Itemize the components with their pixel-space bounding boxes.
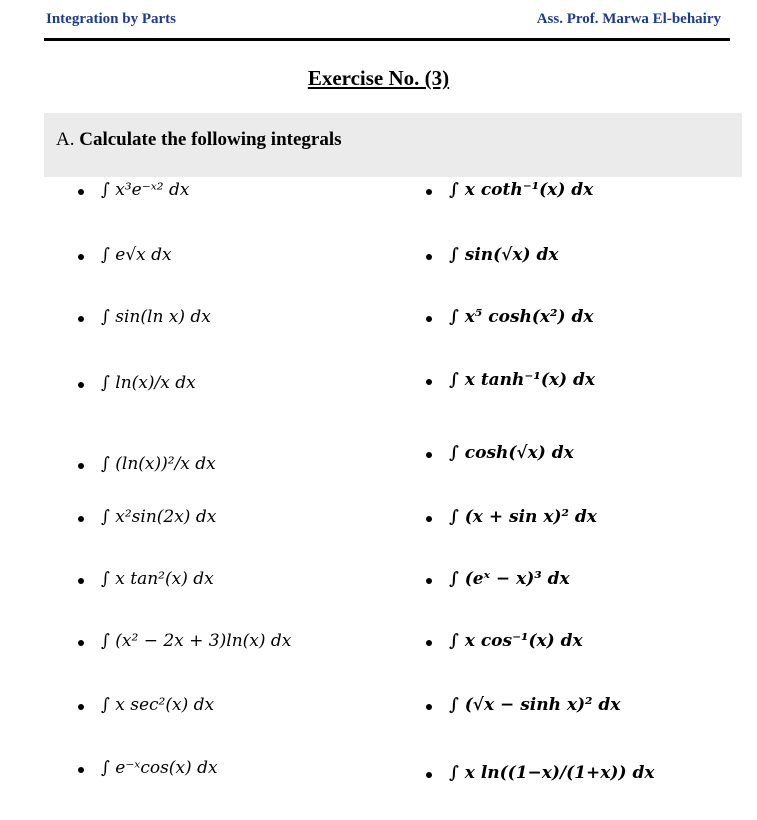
bullet-icon — [78, 316, 84, 322]
left-integral-7 — [78, 561, 214, 597]
bullet-icon — [426, 254, 432, 260]
bullet-icon — [426, 578, 432, 584]
integral-expression: ∫ sin(ln x) dx — [101, 307, 211, 327]
right-integral-7 — [426, 561, 570, 597]
integral-expression: ∫ x⁵ cosh(x²) dx — [449, 307, 594, 327]
bullet-icon — [78, 382, 84, 388]
bullet-icon — [78, 704, 84, 710]
integral-expression: ∫ e√x dx — [101, 245, 172, 265]
left-integral-3 — [78, 299, 211, 335]
bullet-icon — [426, 316, 432, 322]
integral-expression: ∫ e⁻ˣcos(x) dx — [101, 758, 218, 778]
right-integral-6 — [426, 499, 597, 535]
bullet-icon — [78, 516, 84, 522]
left-integral-4 — [78, 365, 196, 401]
bullet-icon — [426, 704, 432, 710]
header-divider — [44, 38, 730, 41]
bullet-icon — [426, 379, 432, 385]
bullet-icon — [78, 767, 84, 773]
bullet-icon — [78, 578, 84, 584]
integral-expression: ∫ (ln(x))²/x dx — [101, 454, 216, 474]
integral-expression: ∫ x cos⁻¹(x) dx — [449, 631, 583, 651]
header-author: Ass. Prof. Marwa El-behairy — [536, 11, 721, 27]
right-integral-3 — [426, 299, 594, 335]
bullet-icon — [426, 516, 432, 522]
integral-expression: ∫ cosh(√x) dx — [449, 443, 574, 463]
section-letter: A. — [56, 129, 75, 150]
header-course: Integration by Parts — [46, 11, 176, 27]
integral-expression: ∫ (eˣ − x)³ dx — [449, 569, 570, 589]
right-integral-10 — [426, 755, 654, 791]
integral-expression: ∫ x tanh⁻¹(x) dx — [449, 370, 595, 390]
bullet-icon — [78, 189, 84, 195]
integral-expression: ∫ x tan²(x) dx — [101, 569, 214, 589]
right-integral-2 — [426, 237, 559, 273]
integral-expression: ∫ (x² − 2x + 3)ln(x) dx — [101, 631, 292, 651]
right-integral-1 — [426, 172, 593, 208]
section-heading — [56, 129, 342, 151]
section-banner — [44, 113, 742, 177]
left-integral-8 — [78, 623, 291, 659]
left-integral-5 — [78, 446, 216, 482]
left-integral-6 — [78, 499, 216, 535]
integral-expression: ∫ x²sin(2x) dx — [101, 507, 217, 527]
page-title: Exercise No. (3) — [307, 66, 450, 90]
right-integral-9 — [426, 687, 620, 723]
left-integral-9 — [78, 687, 214, 723]
left-integral-1 — [78, 172, 189, 208]
integral-expression: ∫ ln(x)/x dx — [101, 373, 196, 393]
integral-expression: ∫ x ln((1−x)/(1+x)) dx — [449, 763, 655, 783]
integral-expression: ∫ x coth⁻¹(x) dx — [449, 180, 594, 200]
left-integral-10 — [78, 750, 218, 786]
bullet-icon — [426, 772, 432, 778]
right-integral-8 — [426, 623, 583, 659]
integral-expression: ∫ (x + sin x)² dx — [449, 507, 597, 527]
bullet-icon — [426, 452, 432, 458]
integral-expression: ∫ x sec²(x) dx — [101, 695, 215, 715]
bullet-icon — [78, 463, 84, 469]
bullet-icon — [78, 254, 84, 260]
integral-expression: ∫ sin(√x) dx — [449, 245, 559, 265]
right-integral-5 — [426, 435, 574, 471]
left-integral-2 — [78, 237, 172, 273]
integral-expression: ∫ (√x − sinh x)² dx — [449, 695, 621, 715]
bullet-icon — [426, 189, 432, 195]
integral-expression: ∫ x³e⁻ˣ² dx — [101, 180, 190, 200]
bullet-icon — [426, 640, 432, 646]
bullet-icon — [78, 640, 84, 646]
section-heading-text: Calculate the following integrals — [79, 129, 342, 150]
right-integral-4 — [426, 362, 595, 398]
